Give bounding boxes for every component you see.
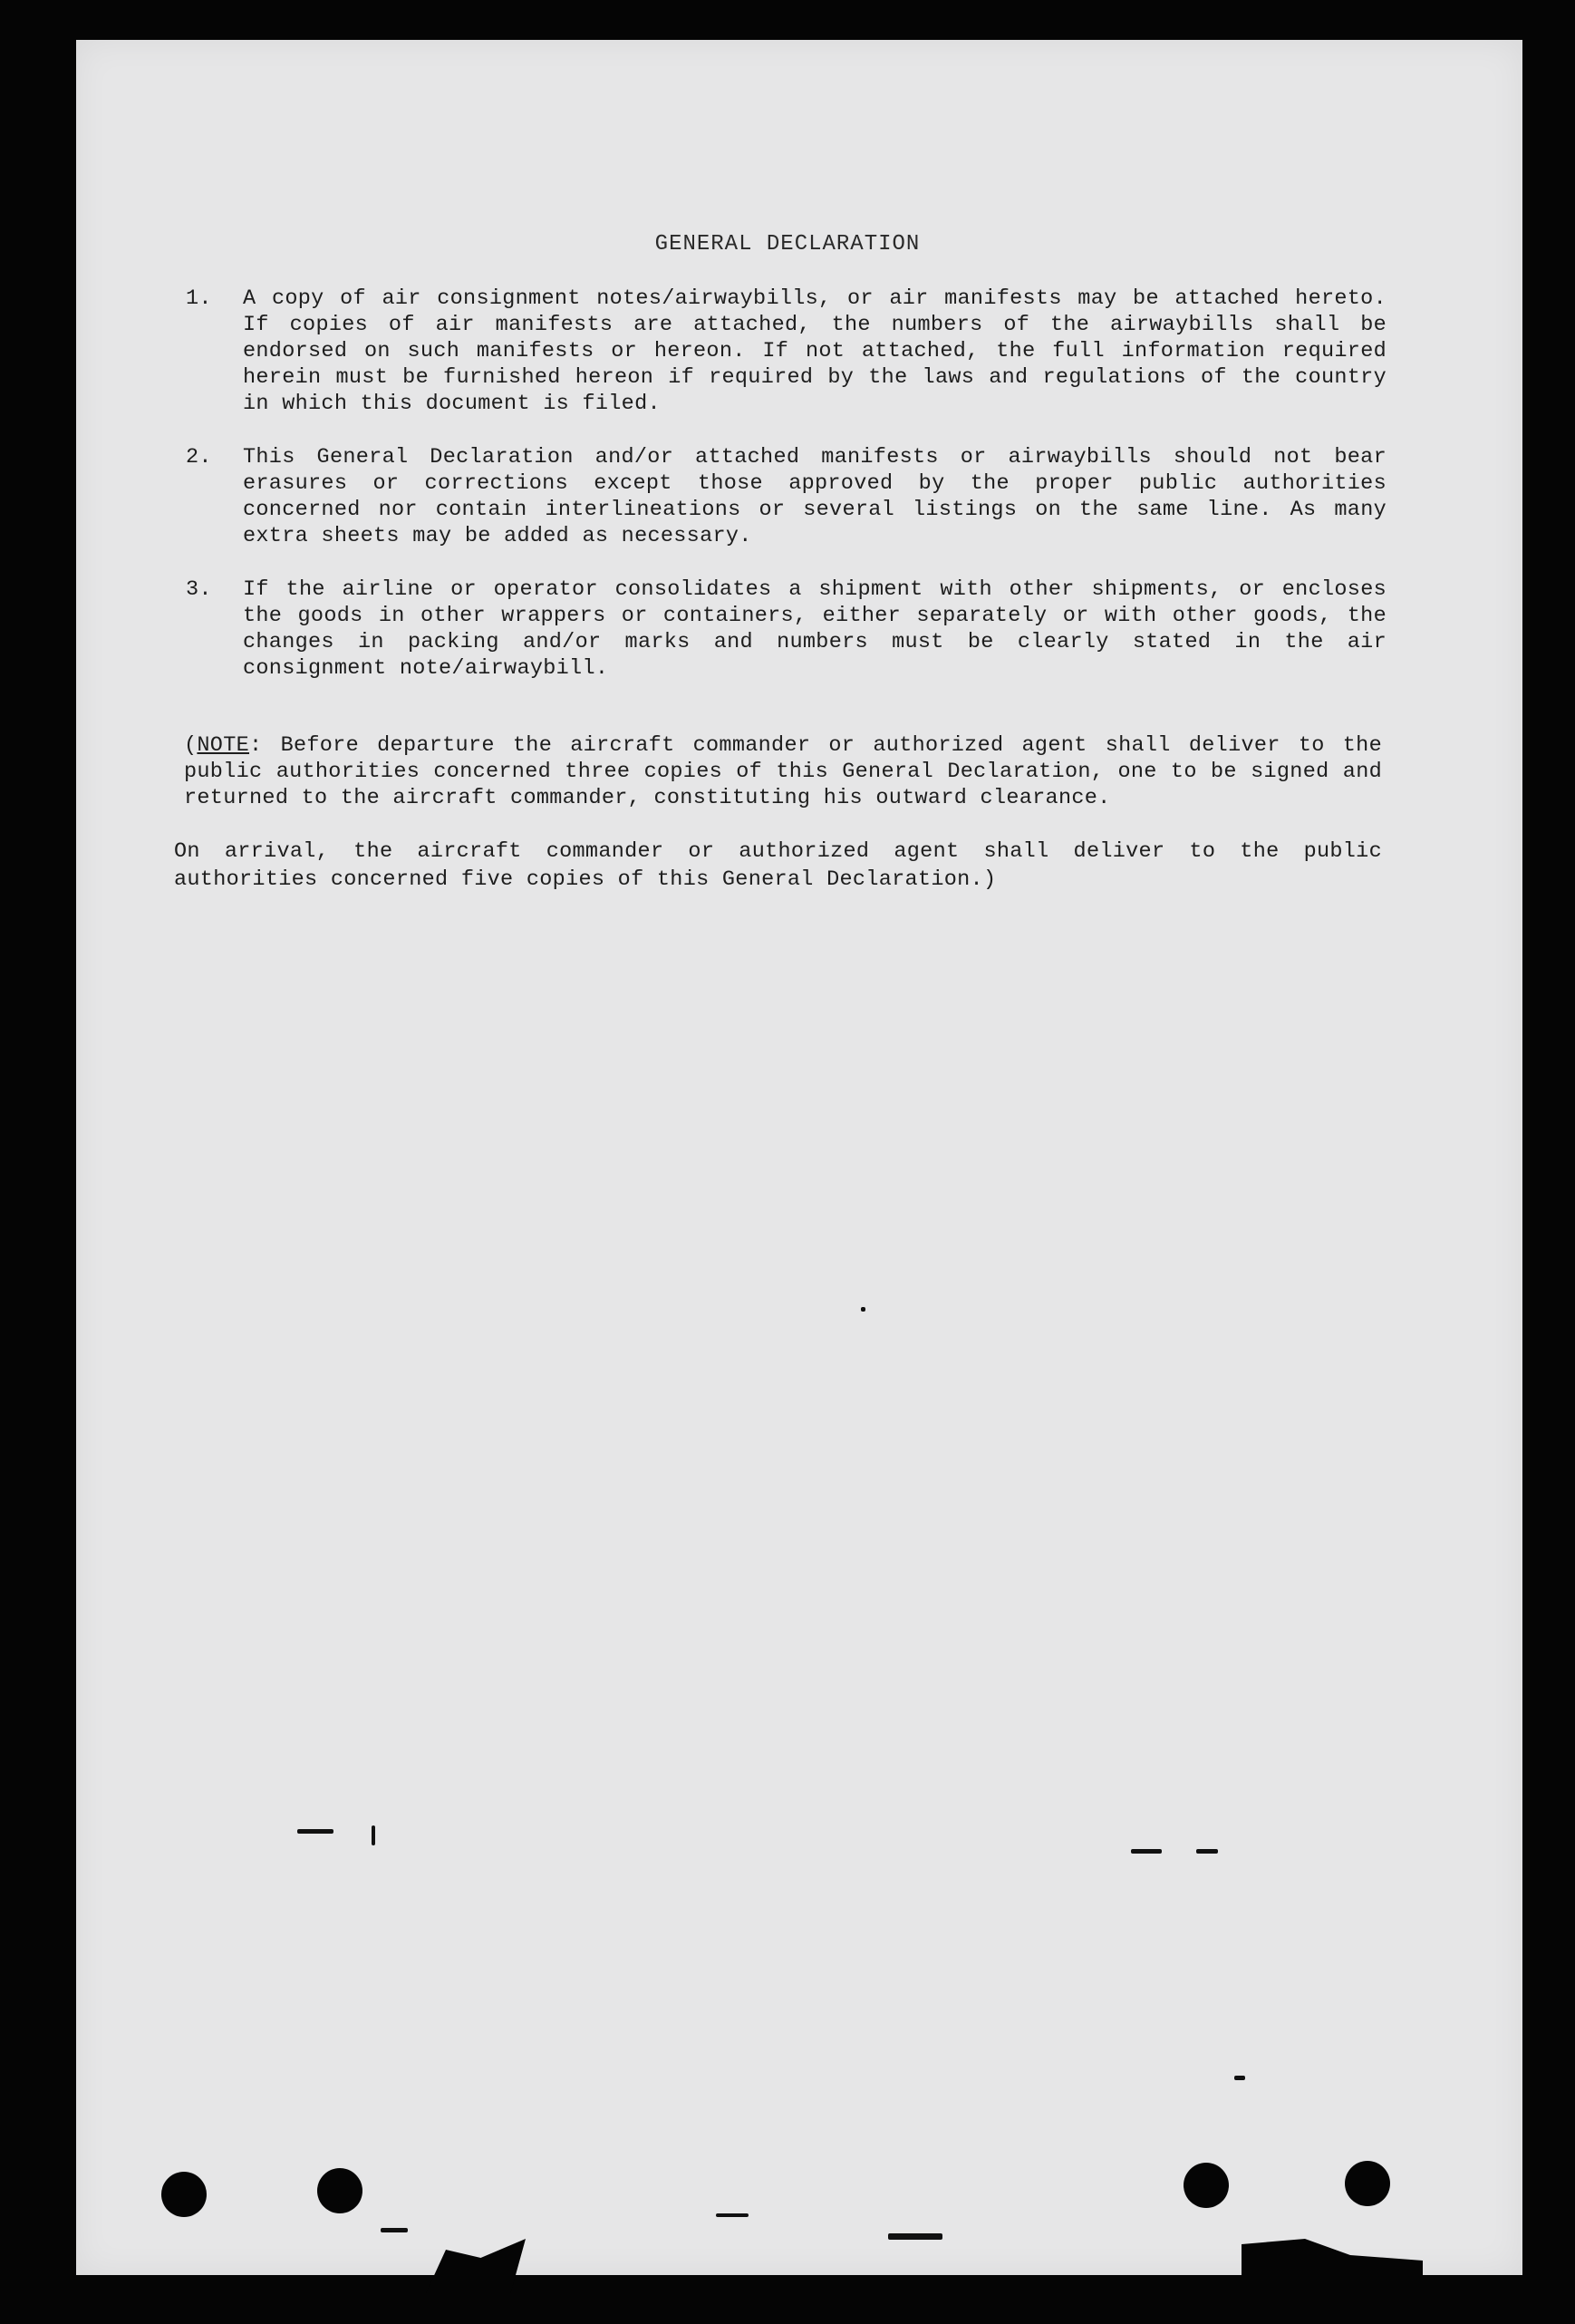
scan-speck <box>381 2228 408 2232</box>
punch-hole-left-2 <box>317 2168 362 2213</box>
item-text: If the airline or operator consolidates a shipment with other shipments, or encloses the goods in other wrappers or containers, either separately or with other goods, the changes in packing and/or marks and numbers must be clearly stated in the air consignment note/airwaybill. <box>243 577 1387 681</box>
note-text: : Before departure the aircraft commander or authorized agent shall deliver to the public authorities concerned three copies of this General Declaration, one to be signed and returned to the aircraft commander, constituting his outward clearance. <box>184 733 1382 810</box>
scan-speck <box>888 2233 942 2240</box>
document-title: GENERAL DECLARATION <box>654 232 921 257</box>
scan-speck <box>372 1825 375 1845</box>
scan-speck <box>716 2213 749 2217</box>
note-label: NOTE <box>197 733 250 758</box>
note-open-paren: ( <box>184 733 198 758</box>
punch-hole-right-2 <box>1345 2161 1390 2206</box>
item-number: 1. <box>186 286 212 311</box>
scan-speck <box>297 1829 333 1834</box>
item-number: 2. <box>186 445 212 470</box>
punch-hole-right-1 <box>1184 2163 1229 2208</box>
scan-speck <box>861 1307 865 1312</box>
arrival-paragraph: On arrival, the aircraft commander or authorized agent shall deliver to the public authorities concerned five copies of this General Declaration.) <box>174 839 1382 892</box>
note-paragraph <box>184 732 1382 811</box>
scan-speck <box>1196 1849 1218 1854</box>
item-text: A copy of air consignment notes/airwaybills, or air manifests may be attached hereto. If copies of air manifests are attached, the numbers of the airwaybills shall be endorsed on such manifests or hereon. If not attached, the full information required herein must be furnished hereon if required by the laws and regulations of the country in which this document is filed. <box>243 286 1387 416</box>
scan-speck <box>1131 1849 1162 1854</box>
punch-hole-left-1 <box>161 2172 207 2217</box>
item-text: This General Declaration and/or attached manifests or airwaybills should not bear erasures or corrections except those approved by the proper public authorities concerned nor contain interlineations or several listings on the same line. As many extra sheets may be added as necessary. <box>243 445 1387 548</box>
scan-speck <box>1234 2076 1245 2080</box>
item-number: 3. <box>186 577 212 602</box>
